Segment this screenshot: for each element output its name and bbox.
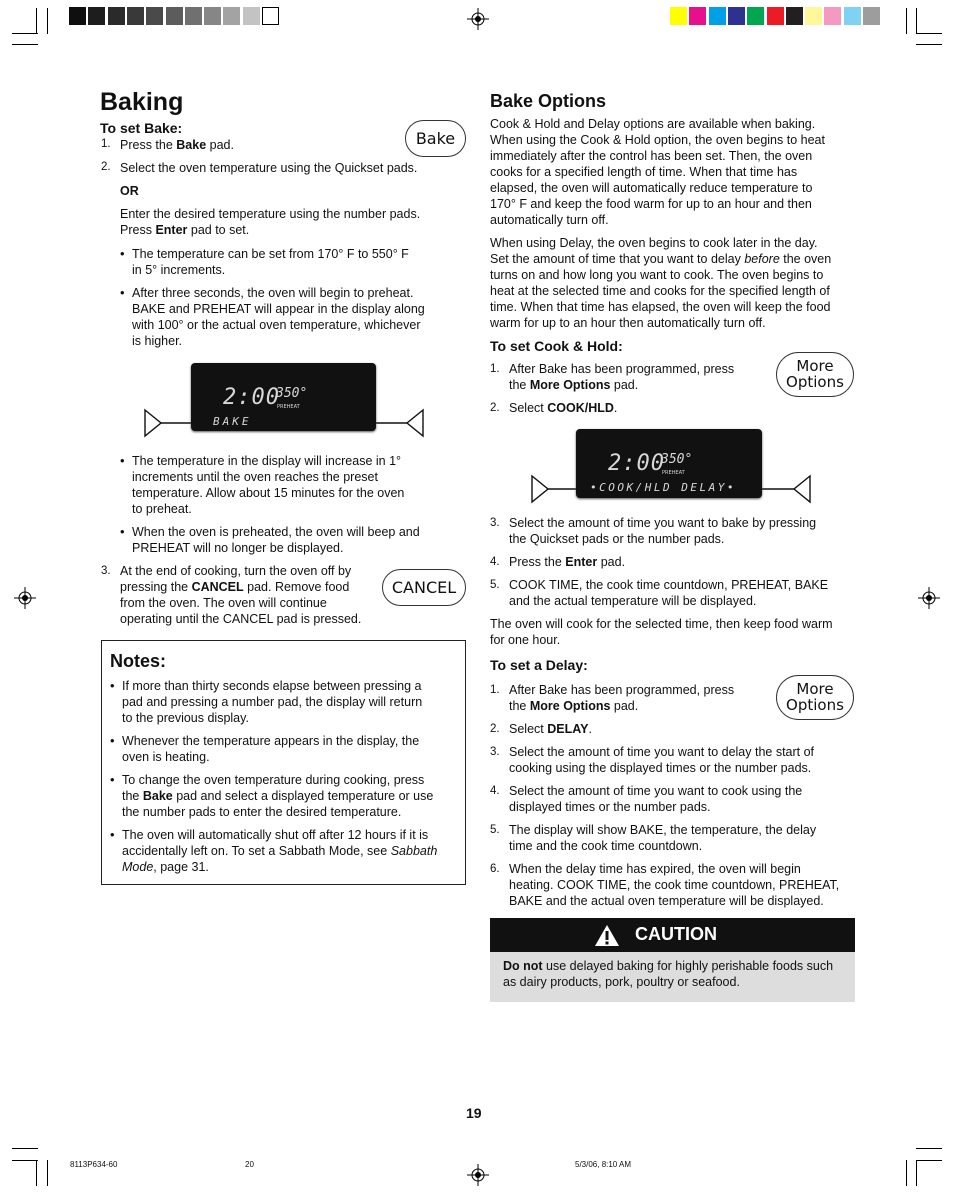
color-swatch [88,7,105,25]
delay-step-line: Select DELAY. [509,722,592,736]
cook-hold-step-line: After Bake has been programmed, press [509,362,735,376]
caution-text-line: as dairy products, pork, poultry or seafood. [503,975,740,989]
delay-step-line: time and the cook time countdown. [509,839,703,853]
crop-mark [916,33,942,34]
delay-step-line: Select the amount of time you want to delay the start of [509,745,815,759]
step-number: 3. [490,517,500,529]
warning-triangle-icon [594,924,620,947]
caution-text-line: Do not use delayed baking for highly perishable foods such [503,959,834,973]
step-number: 1. [490,684,500,696]
bake-step-2: Select the oven temperature using the Quickset pads. [120,161,418,175]
note-line: the Bake pad and select a displayed temperature or use [122,789,434,803]
bake-step-3-line: from the oven. The oven will continue [120,596,327,610]
delay-step-line: displayed times or the number pads. [509,800,711,814]
bullet-text-line: When the oven is preheated, the oven will beep and [132,525,420,539]
cook-hold-step-line: Select the amount of time you want to bake by pressing [509,516,817,530]
section-heading-cook-hold: To set Cook & Hold: [490,338,623,354]
bullet-icon: • [110,733,115,748]
color-swatch [204,7,221,25]
step-number: 3. [490,746,500,758]
crop-mark [916,1148,942,1149]
color-swatch [243,7,260,25]
bake-step-3-line: pressing the CANCEL pad. Remove food [120,580,350,594]
delay-step-line: cooking using the displayed times or the number pads. [509,761,812,775]
bullet-text-line: is higher. [132,334,183,348]
delay-step-line: The display will show BAKE, the temperature, the delay [509,823,817,837]
step-number: 5. [490,579,500,591]
cook-hold-step-line: Press the Enter pad. [509,555,626,569]
step-number: 1. [101,138,111,150]
paragraph-line: for one hour. [490,633,561,647]
crop-mark [12,44,38,45]
paragraph-line: Set the amount of time that you want to delay before the oven [490,252,832,266]
bullet-icon: • [120,246,125,261]
display-time: 2:00 [608,451,665,476]
bullet-icon: • [120,285,125,300]
color-swatch [747,7,764,25]
bullet-icon: • [120,453,125,468]
color-swatch [728,7,745,25]
paragraph-line: immediately after the control has been set. Then, the oven [490,149,813,163]
bullet-text-line: increments until the oven reaches the preset [132,470,378,484]
notes-title: Notes: [110,651,167,671]
bullet-icon: • [120,524,125,539]
more-options-pad-icon: More Options [776,675,854,720]
enter-instruction-line: Enter the desired temperature using the number pads. [120,207,421,221]
registration-mark-icon [14,587,36,609]
crop-mark [916,44,942,45]
cancel-pad-icon: CANCEL [382,569,466,606]
enter-instruction-line: Press Enter pad to set. [120,223,250,237]
bake-options-title: Bake Options [490,91,607,111]
delay-step-line: heating. COOK TIME, the cook time countdown, PREHEAT, [509,878,840,892]
bullet-text-line: The temperature can be set from 170° F to 550° F [132,247,409,261]
crop-mark [916,8,917,34]
note-line: If more than thirty seconds elapse between pressing a [122,679,422,693]
color-swatch [127,7,144,25]
note-line: accidentally left on. To set a Sabbath Mode, see Sabbath [122,844,438,858]
display-mode-text: BAKE [213,415,252,428]
cook-hold-step-line: COOK TIME, the cook time countdown, PREHEAT, BAKE [509,578,829,592]
delay-step-line: BAKE and the actual oven temperature will be displayed. [509,894,824,908]
page-number: 19 [466,1105,482,1121]
crop-mark [47,1160,48,1186]
bullet-text-line: PREHEAT will no longer be displayed. [132,541,344,555]
oven-display-cook-hold [576,429,762,498]
paragraph-line: Cook & Hold and Delay options are available when baking. [490,117,816,131]
bake-step-1: Press the Bake pad. [120,138,234,152]
cook-hold-step-line: the Quickset pads or the number pads. [509,532,725,546]
crop-mark [47,8,48,34]
registration-mark-icon [467,1164,489,1186]
oven-display-bake-preheat [191,363,376,431]
color-swatch [166,7,183,25]
paragraph-line: turns on and how long you want to cook. The oven begins to [490,268,824,282]
color-swatch [146,7,163,25]
color-swatch [185,7,202,25]
paragraph-line: cooks for a specified length of time. When that time has [490,165,798,179]
caution-title: CAUTION [635,924,717,944]
cook-hold-step-line: and the actual temperature will be displayed. [509,594,757,608]
color-swatch [262,7,279,25]
note-line: The oven will automatically shut off after 12 hours if it is [122,828,429,842]
section-heading-delay: To set a Delay: [490,657,588,673]
crop-mark [12,1148,38,1149]
color-swatch [805,7,822,25]
bullet-text-line: in 5° increments. [132,263,226,277]
delay-step-line: After Bake has been programmed, press [509,683,735,697]
step-number: 2. [490,723,500,735]
paragraph-line: warm for up to an hour then automatically turn off. [490,316,766,330]
display-preheat-label: PREHEAT [277,404,300,410]
bullet-text-line: temperature. Allow about 15 minutes for the oven [132,486,405,500]
bullet-text-line: BAKE and PREHEAT will appear in the display along [132,302,425,316]
delay-step-line: Select the amount of time you want to cook using the [509,784,803,798]
paragraph-line: automatically turn off. [490,213,609,227]
note-line: Mode, page 31. [122,860,209,874]
crop-mark [916,1160,917,1186]
step-number: 4. [490,556,500,568]
color-swatch [223,7,240,25]
display-temperature: 350° [276,386,308,401]
step-number: 2. [101,161,111,173]
crop-mark [12,1160,38,1161]
step-number: 1. [490,363,500,375]
color-swatch [689,7,706,25]
paragraph-line: time. When that time has elapsed, the oven will keep the food [490,300,831,314]
step-number: 6. [490,863,500,875]
paragraph-line: elapsed, the oven will automatically reduce temperature to [490,181,813,195]
note-line: the number pads to enter the desired temperature. [122,805,402,819]
bullet-text-line: with 100° or the actual oven temperature, whichever [132,318,421,332]
bullet-text-line: After three seconds, the oven will begin to preheat. [132,286,414,300]
paragraph-line: heat at the selected time and cooks for the specified length of [490,284,830,298]
bullet-text-line: to preheat. [132,502,192,516]
doc-code: 8113P634-60 [70,1160,118,1169]
color-swatch [108,7,125,25]
crop-mark [36,8,37,34]
crop-mark [12,33,38,34]
bake-step-3-line: operating until the CANCEL pad is pressed. [120,612,362,626]
cook-hold-step-line: the More Options pad. [509,378,639,392]
crop-mark [36,1160,37,1186]
crop-mark [906,8,907,34]
note-line: pad and pressing a number pad, the display will return [122,695,423,709]
paragraph-line: When using Delay, the oven begins to cook later in the day. [490,236,818,250]
bake-pad-icon: Bake [405,120,466,157]
note-line: to the previous display. [122,711,249,725]
crop-mark [906,1160,907,1186]
color-swatch [786,7,803,25]
step-number: 4. [490,785,500,797]
display-temperature: 350° [661,452,693,467]
note-line: To change the oven temperature during cooking, press [122,773,425,787]
step-number: 2. [490,402,500,414]
caution-header [490,918,855,952]
registration-mark-icon [467,8,489,30]
or-label: OR [120,184,139,198]
section-heading-set-bake: To set Bake: [100,120,183,136]
note-line: Whenever the temperature appears in the display, the [122,734,420,748]
step-number: 3. [101,565,111,577]
color-swatch [824,7,841,25]
color-swatch [767,7,784,25]
print-date: 5/3/06, 8:10 AM [575,1160,632,1169]
color-swatch [69,7,86,25]
note-line: oven is heating. [122,750,210,764]
cook-hold-step-line: Select COOK/HLD. [509,401,618,415]
step-number: 5. [490,824,500,836]
bake-step-3-line: At the end of cooking, turn the oven off by [120,564,352,578]
display-preheat-label: PREHEAT [662,470,685,476]
bullet-icon: • [110,678,115,693]
color-swatch [709,7,726,25]
bullet-text-line: The temperature in the display will increase in 1° [132,454,402,468]
more-options-pad-icon: More Options [776,352,854,397]
bullet-icon: • [110,772,115,787]
registration-mark-icon [918,587,940,609]
paragraph-line: The oven will cook for the selected time, then keep food warm [490,617,833,631]
color-swatch [670,7,687,25]
paragraph-line: 170° F and keep the food warm for up to an hour and then [490,197,812,211]
page-title: Baking [100,88,184,116]
display-mode-text: •COOK/HLD DELAY• [590,481,736,494]
color-swatch [844,7,861,25]
delay-step-line: the More Options pad. [509,699,639,713]
display-time: 2:00 [223,385,280,410]
color-swatch [863,7,880,25]
delay-step-line: When the delay time has expired, the oven will begin [509,862,801,876]
paragraph-line: When using the Cook & Hold option, the oven begins to heat [490,133,825,147]
bullet-icon: • [110,827,115,842]
sheet-number: 20 [245,1160,254,1169]
crop-mark [916,1160,942,1161]
